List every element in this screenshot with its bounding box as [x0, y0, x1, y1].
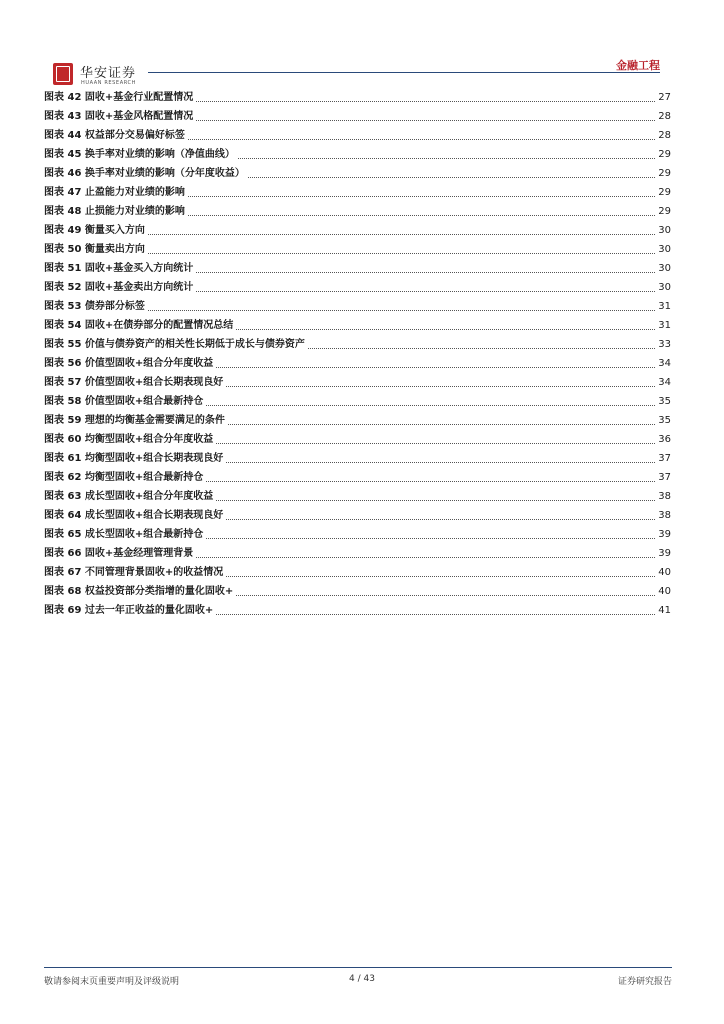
toc-entry-title[interactable]: 图表 57 价值型固收+组合长期表现良好 — [44, 377, 224, 388]
toc-entry-page[interactable]: 35 — [658, 396, 671, 407]
dot-leader — [236, 594, 655, 596]
toc-entry-page[interactable]: 41 — [658, 605, 671, 616]
company-logo-seal-icon — [53, 63, 73, 85]
toc-entry-page[interactable]: 35 — [658, 415, 671, 426]
company-logo-subtext: HUAAN RESEARCH — [81, 80, 136, 86]
company-logo-text: 华安证券 — [80, 66, 137, 81]
toc-entry-page[interactable]: 34 — [658, 358, 671, 369]
toc-entry-title[interactable]: 图表 62 均衡型固收+组合最新持仓 — [44, 472, 204, 483]
toc-entry-title[interactable]: 图表 58 价值型固收+组合最新持仓 — [44, 396, 204, 407]
toc-entry[interactable] — [44, 449, 671, 468]
toc-entry-title[interactable]: 图表 47 止盈能力对业绩的影响 — [44, 187, 185, 198]
toc-entry[interactable] — [44, 183, 671, 202]
toc-entry[interactable] — [44, 582, 671, 601]
toc-entry-page[interactable]: 31 — [658, 301, 671, 312]
toc-entry[interactable] — [44, 392, 671, 411]
toc-entry-title[interactable]: 图表 46 换手率对业绩的影响（分年度收益） — [44, 168, 245, 179]
toc-entry-page[interactable]: 30 — [658, 244, 671, 255]
toc-entry-title[interactable]: 图表 55 价值与债券资产的相关性长期低于成长与债券资产 — [44, 339, 305, 350]
toc-entry[interactable] — [44, 411, 671, 430]
dot-leader — [188, 138, 655, 140]
toc-entry[interactable] — [44, 145, 671, 164]
dot-leader — [196, 119, 655, 121]
toc-entry-page[interactable]: 36 — [658, 434, 671, 445]
toc-entry-title[interactable]: 图表 64 成长型固收+组合长期表现良好 — [44, 510, 224, 521]
toc-entry-page[interactable]: 28 — [658, 111, 671, 122]
dot-leader — [148, 233, 655, 235]
toc-entry[interactable] — [44, 221, 671, 240]
toc-entry-page[interactable]: 29 — [658, 168, 671, 179]
toc-entry-page[interactable]: 30 — [658, 282, 671, 293]
dot-leader — [226, 575, 655, 577]
footer-disclaimer: 敬请参阅末页重要声明及评级说明 — [44, 977, 180, 987]
toc-entry[interactable] — [44, 506, 671, 525]
dot-leader — [206, 537, 655, 539]
toc-entry-title[interactable]: 图表 63 成长型固收+组合分年度收益 — [44, 491, 214, 502]
dot-leader — [148, 309, 655, 311]
toc-entry-page[interactable]: 37 — [658, 453, 671, 464]
toc-entry-title[interactable]: 图表 65 成长型固收+组合最新持仓 — [44, 529, 204, 540]
toc-entry[interactable] — [44, 601, 671, 620]
dot-leader — [216, 366, 655, 368]
toc-entry-title[interactable]: 图表 42 固收+基金行业配置情况 — [44, 92, 194, 103]
dot-leader — [216, 613, 655, 615]
dot-leader — [196, 271, 655, 273]
toc-entry-title[interactable]: 图表 69 过去一年正收益的量化固收+ — [44, 605, 214, 616]
dot-leader — [216, 442, 655, 444]
toc-entry-page[interactable]: 30 — [658, 263, 671, 274]
toc-entry-title[interactable]: 图表 48 止损能力对业绩的影响 — [44, 206, 185, 217]
toc-entry-page[interactable]: 38 — [658, 510, 671, 521]
toc-entry-page[interactable]: 37 — [658, 472, 671, 483]
toc-entry[interactable] — [44, 316, 671, 335]
toc-entry-title[interactable]: 图表 60 均衡型固收+组合分年度收益 — [44, 434, 214, 445]
toc-entry-title[interactable]: 图表 61 均衡型固收+组合长期表现良好 — [44, 453, 224, 464]
toc-entry[interactable] — [44, 430, 671, 449]
report-category: 金融工程 — [616, 59, 660, 72]
toc-entry-page[interactable]: 40 — [658, 586, 671, 597]
toc-entry-title[interactable]: 图表 43 固收+基金风格配置情况 — [44, 111, 194, 122]
dot-leader — [196, 556, 655, 558]
dot-leader — [188, 195, 655, 197]
toc-entry-page[interactable]: 38 — [658, 491, 671, 502]
toc-entry-title[interactable]: 图表 59 理想的均衡基金需要满足的条件 — [44, 415, 225, 426]
toc-entry[interactable] — [44, 164, 671, 183]
toc-entry-title[interactable]: 图表 68 权益投资部分类指增的量化固收+ — [44, 586, 234, 597]
toc-entry[interactable] — [44, 354, 671, 373]
toc-entry[interactable] — [44, 544, 671, 563]
toc-entry[interactable] — [44, 525, 671, 544]
toc-entry[interactable] — [44, 259, 671, 278]
toc-entry-page[interactable]: 30 — [658, 225, 671, 236]
dot-leader — [206, 480, 655, 482]
toc-entry[interactable] — [44, 107, 671, 126]
toc-entry-title[interactable]: 图表 54 固收+在债券部分的配置情况总结 — [44, 320, 234, 331]
toc-entry-title[interactable]: 图表 50 衡量卖出方向 — [44, 244, 145, 255]
toc-entry-page[interactable]: 39 — [658, 548, 671, 559]
toc-entry-page[interactable]: 34 — [658, 377, 671, 388]
toc-entry-page[interactable]: 28 — [658, 130, 671, 141]
toc-entry-page[interactable]: 31 — [658, 320, 671, 331]
toc-entry-title[interactable]: 图表 44 权益部分交易偏好标签 — [44, 130, 185, 141]
toc-entry-title[interactable]: 图表 56 价值型固收+组合分年度收益 — [44, 358, 214, 369]
dot-leader — [216, 499, 655, 501]
dot-leader — [226, 385, 655, 387]
figure-index-list — [44, 88, 671, 620]
dot-leader — [196, 290, 655, 292]
toc-entry-page[interactable]: 29 — [658, 187, 671, 198]
toc-entry-title[interactable]: 图表 49 衡量买入方向 — [44, 225, 145, 236]
toc-entry-title[interactable]: 图表 45 换手率对业绩的影响（净值曲线） — [44, 149, 235, 160]
page-header — [0, 0, 724, 90]
toc-entry[interactable] — [44, 487, 671, 506]
toc-entry-title[interactable]: 图表 51 固收+基金买入方向统计 — [44, 263, 194, 274]
toc-entry[interactable] — [44, 297, 671, 316]
dot-leader — [248, 176, 655, 178]
toc-entry[interactable] — [44, 240, 671, 259]
dot-leader — [206, 404, 655, 406]
toc-entry[interactable] — [44, 126, 671, 145]
toc-entry-title[interactable]: 图表 53 债券部分标签 — [44, 301, 145, 312]
seal-frame — [56, 66, 70, 82]
toc-entry[interactable] — [44, 202, 671, 221]
toc-entry[interactable] — [44, 373, 671, 392]
dot-leader — [308, 347, 655, 349]
toc-entry[interactable] — [44, 278, 671, 297]
toc-entry-title[interactable]: 图表 52 固收+基金卖出方向统计 — [44, 282, 194, 293]
dot-leader — [196, 100, 655, 102]
dot-leader — [228, 423, 655, 425]
dot-leader — [236, 328, 655, 330]
toc-entry[interactable] — [44, 88, 671, 107]
dot-leader — [226, 518, 655, 520]
dot-leader — [238, 157, 655, 159]
dot-leader — [148, 252, 655, 254]
toc-entry[interactable] — [44, 563, 671, 582]
dot-leader — [226, 461, 655, 463]
page-number: 4 / 43 — [349, 974, 375, 984]
toc-entry[interactable] — [44, 335, 671, 354]
toc-entry[interactable] — [44, 468, 671, 487]
toc-entry-title[interactable]: 图表 66 固收+基金经理管理背景 — [44, 548, 194, 559]
toc-entry-page[interactable]: 40 — [658, 567, 671, 578]
report-type: 证券研究报告 — [617, 977, 672, 987]
dot-leader — [188, 214, 655, 216]
toc-entry-page[interactable]: 27 — [658, 92, 671, 103]
toc-entry-page[interactable]: 33 — [658, 339, 671, 350]
toc-entry-title[interactable]: 图表 67 不同管理背景固收+的收益情况 — [44, 567, 224, 578]
footer-divider — [44, 967, 672, 968]
toc-entry-page[interactable]: 29 — [658, 206, 671, 217]
toc-entry-page[interactable]: 39 — [658, 529, 671, 540]
header-divider — [148, 72, 660, 73]
toc-entry-page[interactable]: 29 — [658, 149, 671, 160]
